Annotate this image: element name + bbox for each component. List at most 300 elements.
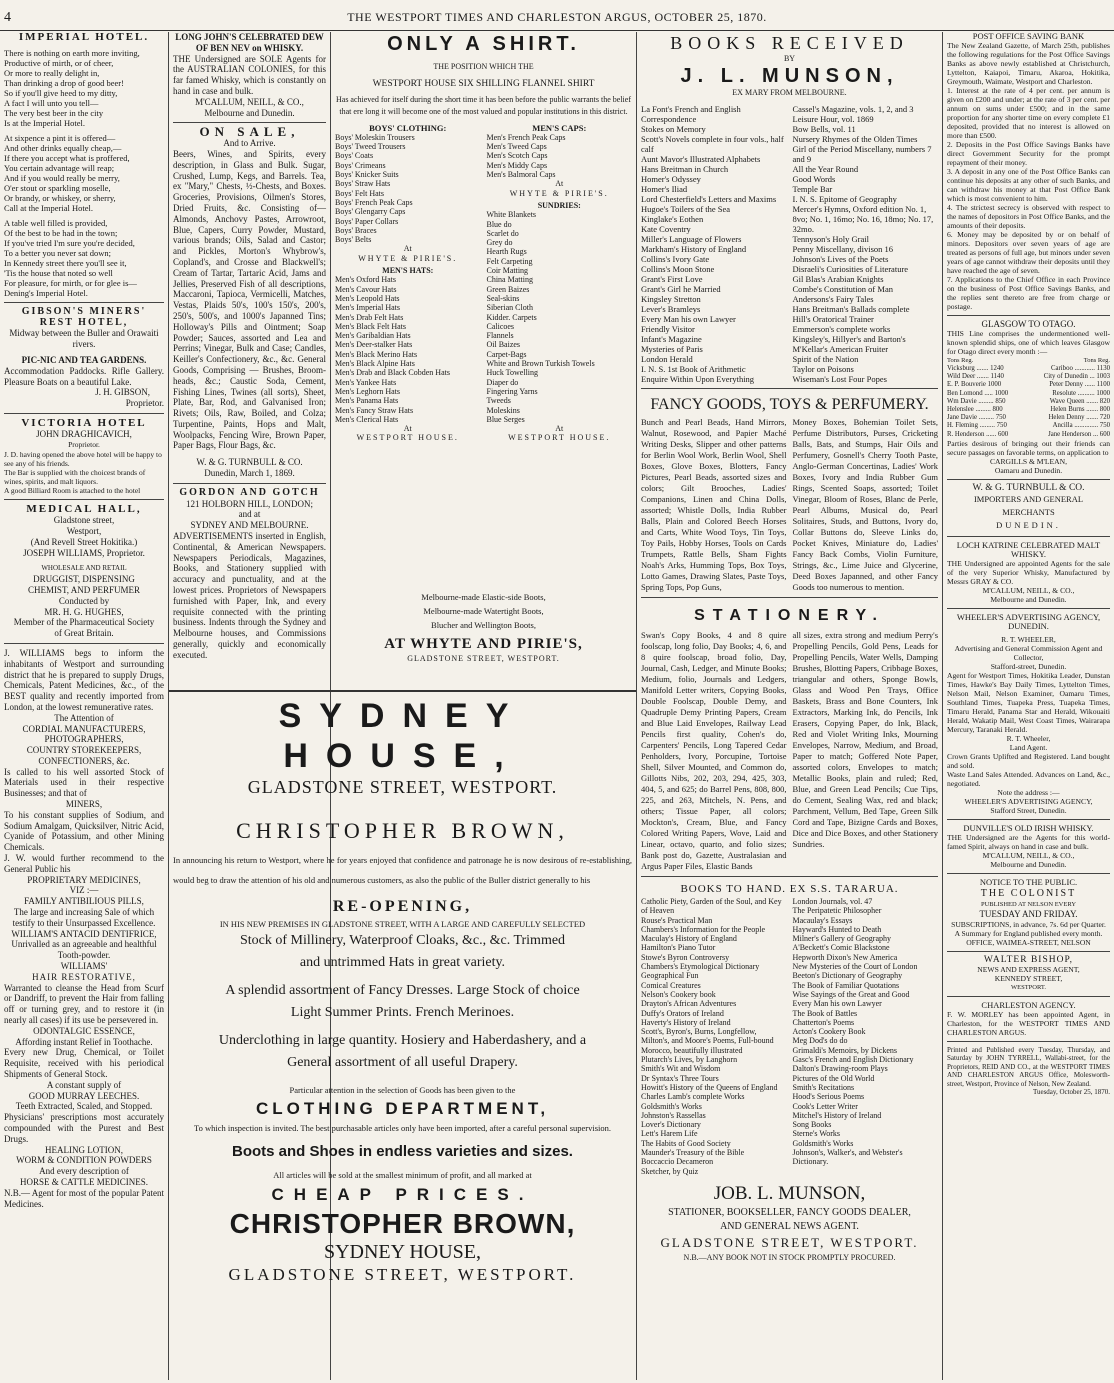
sundries-heading: SUNDRIES:	[537, 200, 581, 210]
sydney-under-line: Underclothing in large quantity. Hosiery and Haberdashery, and a	[218, 1033, 587, 1048]
list-item: China Matting	[486, 275, 533, 285]
list-item: Homer's Odyssey	[641, 174, 701, 184]
list-item: New Mysteries of the Court of London	[792, 962, 918, 972]
munson-column	[637, 32, 942, 1380]
dunville-ad	[947, 824, 1110, 869]
ben-nevis-title: LONG JOHN'S CELEBRATED DEW OF BEN NEV on WHISKY.	[175, 32, 324, 53]
on-sale-body: Beers, Wines, and Spirits, every description, in Glass and Bulk. Sugar, Crushed, Lump, Kegs, and Barrels. Tea, ex "Mary," Chests, ½-Chests, and Boxes. Groceries, Provisions, Oilmen's Stores, Dried Fruits, &c. Consisting of— Almonds, Anchovy Pastes, Arrowroot, Blue, Capers, Curry Powder, Mustard, various brands; Oils, Salad and Castor; and Pickles, Morton's Whybrow's, Copland's, and Crosse and Blackwell's; Cream of Tartar, Tartaric Acid, Jams and Jellies, Preserved Fish of all descriptions, Maccaroni, Tapioca, Vermicelli, Matches, Vestas, Plaids 50's, 100's 150's, 200's, 250's, 500's, and 1000's Japanned Tins; Holloway's Pills and Ointment; Soap Powder; Sauces, assorted and Lea and Perrins; Vinegar, Bulk and Case; Candles, Keiller's Confectionery, &c., &c. General Goods, Comprising — Brushes, Broom-heads, &c.; Caustic Soda, Cement, Fishing Lines, Twines (all sorts), Sheet, Plate, Bar, Rod, and Galvanised Iron; Rivets; Oils, Raw, Boiled, and Colza; Turpentine, Paints, Hops and Malt, Woolpacks, Fencing Wire, Brown Paper, Paper Bags, Flour Bags, &c.	[173, 148, 326, 451]
masthead	[0, 0, 1114, 31]
books-received-ad	[641, 32, 938, 384]
table-row: Ben Lomond ..... 1000 Resolute .......... 1000	[947, 389, 1110, 397]
post-office-savings-ad	[947, 32, 1110, 311]
wheeler-crown: Crown Grants Uplifted and Registered. Land bought and sold.	[947, 751, 1110, 770]
dunville-title: DUNVILLE'S OLD IRISH WHISKY.	[963, 822, 1094, 833]
list-item: Acton's Cookery Book	[792, 1027, 866, 1037]
wheeler-note: Note the address :—	[997, 787, 1060, 797]
mens-caps-heading: MEN'S CAPS:	[532, 122, 587, 133]
wheeler-agency: WHEELER'S ADVERTISING AGENCY,	[964, 796, 1093, 806]
sydney-premises: IN HIS NEW PREMISES IN GLADSTONE STREET, WITH A LARGE AND CAREFULLY SELECTED	[219, 919, 586, 929]
poem-line: Of the best to be had in the town;	[4, 227, 118, 238]
williams-text: A constant supply of	[46, 1079, 122, 1090]
wheeler-ad	[947, 613, 1110, 815]
list-item: Moleskins	[486, 405, 520, 415]
list-item: Blue do	[486, 219, 512, 229]
list-item: M'Kellar's American Fruiter	[792, 344, 889, 354]
books-by: BY	[783, 54, 796, 63]
sydney-under-line: General assortment of all useful Drapery.	[287, 1055, 518, 1070]
table-row: H. Fleming ......... 750 Ancilla .............. 750	[947, 422, 1110, 430]
bishop-line: KENNEDY STREET,	[994, 973, 1063, 983]
list-item: Plutarch's Lives, by Langhorn	[641, 1055, 738, 1065]
poem-line: If you've tried I'm sure you're decided,	[4, 237, 135, 248]
column-7	[943, 32, 1114, 1380]
poem-line: The very best beer in the city	[4, 107, 104, 118]
list-item: Milner's Gallery of Geography	[792, 934, 892, 944]
fancy-goods-title: FANCY GOODS, TOYS & PERFUMERY.	[650, 396, 929, 413]
list-item: Calicoes	[486, 321, 515, 331]
list-item: Chambers's Information for the People	[641, 924, 766, 934]
poem-line: At sixpence a pint it is offered—	[4, 132, 116, 143]
sydney-footer-street: GLADSTONE STREET, WESTPORT.	[228, 1265, 577, 1284]
list-item: Every Man his own Lawyer	[641, 314, 736, 324]
list-item: Combe's Constitution of Man	[792, 284, 893, 294]
medical-line: of Great Britain.	[54, 628, 114, 639]
list-item: Men's Middy Caps	[486, 160, 548, 170]
list-item: Coir Matting	[486, 266, 529, 276]
wheeler-line: Agent for Westport Times, Hokitika Leader, Dunstan Times, Hawke's Bay Daily Times, Lyttelton Times, Nelson Mail, Nelson Examiner, Oamaru Times, Southland Times, Tuapeka Press, Tuapeka Times, Timaru Herald, Panama Star and Herald, Wikouaiti Herald, Wakatip Mail, West Coast Times, Wairarapa Mercury, Taranaki Herald.	[947, 670, 1110, 734]
poem-line: Or brandy, or whiskey, or sherry,	[4, 192, 116, 203]
list-item: Men's Garibaldian Hats	[335, 331, 411, 341]
list-item: Leisure Hour, vol. 1869	[792, 114, 874, 124]
list-item: Men's Deer-stalker Hats	[335, 340, 413, 350]
list-item: Dalton's Drawing-room Plays	[792, 1064, 888, 1074]
williams-text: PROPRIETARY MEDICINES,	[27, 874, 141, 885]
gibson-hotel-ad	[4, 307, 164, 409]
reopening-title: RE-OPENING,	[332, 898, 473, 915]
colonist-summary: A Summary for England published every month.	[954, 928, 1103, 938]
williams-text: Physicians' prescriptions most accurately compounded with the Purest and Best Drugs.	[4, 1112, 164, 1144]
list-item: Catholic Piety, Garden of the Soul, and Key of Heaven	[641, 897, 782, 916]
munson-footer-street: GLADSTONE STREET, WESTPORT.	[660, 1234, 919, 1250]
list-item: Stowe's Byron Controversy	[641, 952, 730, 962]
list-item: Enquire Within Upon Everything	[641, 374, 755, 384]
poem-line: For pleasure, for mirth, or for glee is—	[4, 277, 137, 288]
williams-text: And every description of	[39, 1166, 129, 1177]
list-item: Charles Lamb's complete Works	[641, 1092, 745, 1102]
list-item: Nursery Rhymes of the Olden Times	[792, 134, 918, 144]
williams-text: The Attention of	[54, 712, 114, 723]
list-item: Taylor on Poisons	[792, 364, 854, 374]
boots-line: Melbourne-made Watertight Boots,	[423, 606, 544, 616]
psb-paragraph: 6. Money may be deposited by or on behalf of minors. Depositors over seven years of age are treated as persons of full age, but minors under seven years of age cannot withdraw their deposits until they have reached the age of seven.	[947, 230, 1110, 275]
list-item: Scarlet do	[486, 228, 519, 238]
list-item: Men's Panama Hats	[335, 396, 399, 406]
medical-line: WHOLESALE AND RETAIL	[41, 564, 127, 573]
turnbull-ad	[947, 484, 1110, 532]
list-item: Friendly Visitor	[641, 324, 695, 334]
poem-line: And other drinks equally cheap,—	[4, 142, 122, 153]
list-item: Sterne's Works	[792, 1129, 841, 1139]
bishop-line: NEWS AND EXPRESS AGENT,	[977, 964, 1080, 974]
table-row: R. Henderson ...... 600 Jane Henderson ... 600	[947, 430, 1110, 438]
books-from: EX MARY FROM MELBOURNE.	[732, 88, 847, 97]
list-item: Every Man his own Lawyer	[792, 999, 882, 1009]
gordon-body: ADVERTISEMENTS inserted in English, Continental, & American Newspapers. Newspapers Periodicals, Magazines, Books, and Stationery supplied with accuracy and punctuality, and at the lowest prices. Proprietors of Newspapers furnished with Paper, Ink, and every requisite connected with the printing business. Indents through the Sydney and Melbourne houses, and Commissions generally, quickly and economically executed.	[173, 531, 326, 660]
newspaper-title: THE WESTPORT TIMES AND CHARLESTON ARGUS, OCTOBER 25, 1870.	[347, 10, 767, 24]
williams-text: J. W. would further recommend to the General Public his	[4, 853, 164, 874]
list-item: Lett's Harem Life	[641, 1129, 698, 1139]
victoria-line: J. D. having opened the above hotel will be happy to see any of his friends.	[4, 450, 162, 469]
poem-line: Call at the Imperial Hotel.	[4, 202, 93, 213]
list-item: Boys' Paper Collars	[335, 216, 399, 226]
sydney-stock-line: Stock of Millinery, Waterproof Cloaks, &c., &c. Trimmed	[239, 933, 566, 948]
list-item: Johnson's Lives of the Poets	[792, 254, 889, 264]
list-item: The Book of Familiar Quotations	[792, 980, 900, 990]
list-item: Chatterton's Poems	[792, 1017, 855, 1027]
list-item: Men's Black Merino Hats	[335, 349, 418, 359]
list-item: Siberian Cloth	[486, 303, 533, 313]
list-item: Disraeli's Curiosities of Literature	[792, 264, 909, 274]
list-item: Miller's Language of Flowers	[641, 234, 742, 244]
turnbull-line: IMPORTERS AND GENERAL	[973, 493, 1084, 504]
williams-text: HAIR RESTORATIVE,	[32, 971, 136, 982]
tararua-ad	[641, 881, 938, 1264]
tararua-title: BOOKS TO HAND. EX S.S. TARARUA.	[680, 883, 899, 895]
psb-paragraph: 3. A deposit in any one of the Post Office Banks can continue his deposits at any other of such Banks, and can withdraw his money at that Post Office Bank which is most convenient to him.	[947, 167, 1110, 203]
colonist-office: OFFICE, WAIMEA-STREET, NELSON	[966, 937, 1091, 947]
list-item: Grimaldi's Memoirs, by Dickens	[792, 1045, 898, 1055]
sydney-name: CHRISTOPHER BROWN,	[236, 818, 569, 843]
list-item: Markham's History of England	[641, 244, 747, 254]
list-item: Howitt's History of the Queens of England	[641, 1082, 778, 1092]
list-item: Blue Serges	[486, 414, 525, 424]
psb-title: POST OFFICE SAVING BANK	[972, 31, 1085, 41]
column-1	[0, 32, 168, 1380]
list-item: Johnston's Rassellas	[641, 1110, 706, 1120]
list-item: I. N. S. 1st Book of Arithmetic	[641, 364, 746, 374]
shirt-westport: WESTPORT HOUSE SIX SHILLING FLANNEL SHIRT	[372, 78, 595, 89]
list-item: Andersons's Fairy Tales	[792, 294, 874, 304]
list-item: Mysteries of Paris	[641, 344, 703, 354]
list-item: Flannels	[486, 331, 514, 341]
list-item: Pictures of the Old World	[792, 1073, 875, 1083]
at-label: At	[555, 424, 564, 434]
poem-line: 'Tis the house that noted so well	[4, 267, 113, 278]
sydney-street: GLADSTONE STREET, WESTPORT.	[247, 777, 558, 797]
boys-heading: BOYS' CLOTHING:	[369, 122, 447, 133]
sydney-stock-line: and untrimmed Hats in great variety.	[299, 955, 506, 970]
list-item: Comical Creatures	[641, 980, 701, 990]
katrine-title: LOCH KATRINE CELEBRATED MALT WHISKY.	[956, 539, 1101, 559]
turnbull-line: DUNEDIN.	[996, 519, 1061, 530]
gibson-title: GIBSON'S MINERS' REST HOTEL,	[21, 305, 147, 328]
gibson-sign: J. H. GIBSON,	[95, 387, 150, 398]
gordon-gotch-ad	[173, 488, 326, 661]
glasgow-otago-ad	[947, 320, 1110, 475]
list-item: Hearth Rugs	[486, 247, 527, 257]
list-item: Men's Balmoral Caps	[486, 170, 556, 180]
sydney-sold: All articles will be sold at the smallest minimum of profit, and all marked at	[273, 1170, 532, 1180]
list-item: Spirit of the Nation	[792, 354, 859, 364]
poem-line: There is nothing on earth more inviting,	[4, 47, 140, 58]
list-item: Penny Miscellany, divison 16	[792, 244, 893, 254]
list-item: Grey do	[486, 238, 513, 248]
list-item: Men's Leghorn Hats	[335, 386, 400, 396]
sydney-title: SYDNEY HOUSE,	[278, 697, 527, 775]
list-item: Kidder. Carpets	[486, 312, 537, 322]
list-item: Temple Bar	[792, 184, 833, 194]
list-item: The Book of Battles	[792, 1008, 858, 1018]
wheeler-waste: Waste Land Sales Attended. Advances on Land, &c., negotiated.	[947, 769, 1110, 788]
list-item: Aunt Mavor's Illustrated Alphabets	[641, 154, 761, 164]
medical-line: JOSEPH WILLIAMS, Proprietor.	[23, 547, 145, 558]
on-sale-sub: And to Arrive.	[223, 138, 276, 149]
list-item: Geographical Fun	[641, 971, 699, 981]
list-item: Grant's Girl he Married	[641, 284, 721, 294]
list-item: All the Year Round	[792, 164, 859, 174]
imperial-title: IMPERIAL HOTEL.	[18, 31, 150, 43]
glasgow-sign: CARGILLS & M'LEAN,	[989, 456, 1068, 466]
cheap-prices: CHEAP PRICES.	[271, 1185, 534, 1204]
victoria-name: JOHN DRAGHICAVICH,	[36, 428, 132, 439]
list-item: Infant's Magazine	[641, 334, 702, 344]
williams-text: N.B.— Agent for most of the popular Patent Medicines.	[4, 1187, 164, 1209]
tararua-left-list	[641, 897, 787, 1176]
list-item: Collins's Ivory Gate	[641, 254, 710, 264]
dunville-place: Melbourne and Dunedin.	[990, 859, 1067, 869]
williams-text: GOOD MURRAY LEECHES.	[28, 1090, 140, 1101]
list-item: Goldsmith's Works	[792, 1138, 854, 1148]
munson-footer-agent: AND GENERAL NEWS AGENT.	[720, 1220, 859, 1232]
ben-nevis-sign: M'CALLUM, NEILL, & CO.,	[195, 96, 304, 107]
shirt-right-list	[487, 124, 633, 443]
colonist-subs: SUBSCRIPTIONS, in advance, 7s. 6d per Quarter.	[951, 919, 1106, 929]
medical-line: Conducted by	[58, 595, 110, 606]
list-item: Boys' Braces	[335, 225, 377, 235]
gibson-role: Proprietor.	[125, 398, 164, 409]
ben-nevis-place: Melbourne and Dunedin.	[204, 107, 295, 118]
table-row: Helenslee ......... 800 Helen Burns ....... 800	[947, 406, 1110, 414]
list-item: The Habits of Good Society	[641, 1138, 731, 1148]
list-item: Dr Syntax's Three Tours	[641, 1073, 719, 1083]
turnbull-line: MERCHANTS	[1002, 506, 1055, 517]
list-item: Smith's Recitations	[792, 1082, 855, 1092]
list-item: Scott's, Byron's, Burns, Longfellow, Milton's, and Moore's Poems, Full-bound Morocco, beautifully illustrated	[641, 1027, 774, 1055]
list-item: Homer's Iliad	[641, 184, 688, 194]
list-item: Huck Towelling	[486, 368, 539, 378]
list-item: Lever's Bramleys	[641, 304, 701, 314]
poem-line: Dening's Imperial Hotel.	[4, 287, 88, 298]
medical-title: MEDICAL HALL,	[26, 503, 142, 516]
fancy-goods-left: Bunch and Pearl Beads, Hand Mirrors, Walnut, Rosewood, and Papier Maché Writing Desks, Slipper and other patterns for Berlin Wool Work, Berlin Wool, Shell Boxes, Glove Boxes, Blotters, Fancy Pictures, Pearl Beads, assorted sizes and colors; Gilt Brooches, Ladies' Companions, Linen and China Dolls, assorted; Whistle Dolls, India Rubber Balls, Plain and Colored Beech Horses and Carts, White Wood Toys, Tin Toys, Toy Pails, Hobby Horses, Tools on Cards Trumpets, Rattle Bells, Sham Fights Noah's Arks, Humming Tops, Box Toys, Lotto Games, Drawing Slates, Paste Toys, Spring Tops, Pop Guns,	[641, 417, 787, 592]
list-item: Scott's Novels complete in four vols., half calf	[641, 134, 784, 154]
list-item: White Blankets	[486, 210, 537, 220]
list-item: Hood's Serious Poems	[792, 1092, 865, 1102]
list-item: Lord Chesterfield's Letters and Maxims	[641, 194, 777, 204]
gordon-cities: SYDNEY AND MELBOURNE.	[190, 520, 309, 531]
list-item: Wiseman's Lost Four Popes	[792, 374, 887, 384]
sydney-fancy-line: A splendid assortment of Fancy Dresses. Large Stock of choice	[225, 983, 580, 998]
books-received-title: BOOKS RECEIVED	[670, 33, 909, 53]
wheeler-name: R. T. WHEELER,	[1001, 634, 1056, 644]
williams-text: Unrivalled as an agreeable and healthful Tooth-powder.	[11, 939, 157, 961]
books-left-list	[641, 104, 787, 384]
on-sale-ad	[173, 124, 326, 479]
whyte-pirie-label: WHYTE & PIRIE'S.	[509, 188, 609, 198]
list-item: Men's French Peak Caps	[486, 132, 566, 142]
medical-hall-ad	[4, 504, 164, 639]
books-right-list	[793, 104, 939, 384]
list-item: London Herald	[641, 354, 693, 364]
notice-title: NOTICE TO THE PUBLIC.	[979, 876, 1078, 887]
list-item: Seal-skins	[486, 293, 520, 303]
medical-line: CHEMIST, AND PERFUMER	[27, 584, 141, 595]
list-item: Fingering Yarns	[486, 386, 538, 396]
table-row: Vicksburg ....... 1240 Cariboo ............ 1130	[947, 365, 1110, 372]
list-item: Boys' Felt Hats	[335, 188, 384, 198]
table-row: E. P. Bouverie 1000 Peter Denny ...... 1100	[947, 381, 1110, 389]
ben-nevis-ad	[173, 32, 326, 118]
on-sale-date: Dunedin, March 1, 1869.	[204, 468, 295, 479]
list-item: Gasc's French and English Dictionary	[792, 1055, 914, 1065]
list-item: Men's Black Felt Hats	[335, 321, 406, 331]
list-item: Diaper do	[486, 377, 519, 387]
list-item: Boys' Glengarry Caps	[335, 207, 406, 217]
williams-ad	[4, 648, 164, 1209]
westport-house-label: WESTPORT HOUSE.	[508, 433, 611, 443]
list-item: Bow Bells, vol. 11	[792, 124, 856, 134]
list-item: Men's Imperial Hats	[335, 303, 400, 313]
victoria-line: The Bar is supplied with the choicest brands of wines, spirits, and malt liquors.	[4, 468, 146, 487]
list-item: Tweeds	[486, 396, 511, 406]
list-item: Cook's Letter Writer	[792, 1101, 858, 1111]
list-item: Men's Yankee Hats	[335, 377, 397, 387]
poem-line: You certain advantage will reap;	[4, 162, 115, 173]
poem-line: To a better you never sat down;	[4, 247, 112, 258]
list-item: Boys' Moleskin Trousers	[335, 132, 415, 142]
ben-nevis-body: THE Undersigned are SOLE Agents for the AUSTRALIAN COLONIES, for this far famed Whisky, which is constantly on hand in case and bulk.	[173, 53, 326, 96]
poem-line: If there you accept what is proffered,	[4, 152, 130, 163]
williams-text: Affording instant Relief in Toothache.	[15, 1036, 153, 1047]
turnbull-title: W. & G. TURNBULL & CO.	[972, 482, 1085, 493]
psb-paragraph: 4. The strictest secrecy is observed with respect to the names of depositors in Post Office Banks, and the amounts of their deposits.	[947, 203, 1110, 230]
list-item: Lover's Dictionary	[641, 1120, 701, 1130]
list-item: Men's Leopold Hats	[335, 293, 400, 303]
imperial-poem	[4, 48, 164, 298]
list-item: Nelson's Cookery book	[641, 989, 716, 999]
westport-house-label: WESTPORT HOUSE.	[356, 433, 459, 443]
fancy-goods-right: Money Boxes, Bohemian Toilet Sets, Perfume Distributors, Purses, Cricketing Balls, Bats, and Stumps, Hair Oils and Perfumery, Gosnell's Cherry Tooth Paste, Anglo-German Concertinas, Ladies' Work Boxes, Ivory and India Rubber Gum Rings, Scented Soaps, assorted; Toilet Vinegar, Bloom of Roses, Blanc de Perle, Pearl Albums, Musical do, Pearl Solitaires, Studs, and Buttons, Ivory do, Collar Buttons do, Sleeve Links do, Pocket Knives, Miniature do, Ladies' Fancy Back Combs, Violin Furniture, Strings, &c., Lime Juice and Glycerine, Deed Boxes Japanned, and other Fancy Goods too numerous to mention.	[792, 417, 938, 592]
list-item: Wise Sayings of the Great and Good	[792, 989, 910, 999]
wheeler-line: Advertising and General Commission Agent and Collector,	[954, 643, 1103, 662]
list-item: Hill's Oratorical Trainer	[792, 314, 874, 324]
on-sale-sign: W. & G. TURNBULL & CO.	[196, 457, 303, 468]
bishop-title: WALTER BISHOP,	[983, 954, 1074, 965]
list-item: Hans Breitman in Church	[641, 164, 729, 174]
wheeler-sign: R. T. Wheeler,	[1006, 733, 1051, 743]
sydney-fancy-line: Light Summer Prints. French Merinoes.	[290, 1005, 515, 1020]
ship-col-head: Tons Reg.	[1083, 357, 1110, 364]
victoria-title: VICTORIA HOTEL	[21, 416, 147, 429]
dunville-sign: M'CALLUM, NEILL, & CO.,	[982, 850, 1075, 860]
poem-line: In Kennedy street there you'll see it,	[4, 257, 127, 268]
gordon-addr: 121 HOLBORN HILL, LONDON;	[186, 498, 313, 509]
williams-text: ODONTALGIC ESSENCE,	[33, 1025, 135, 1036]
charleston-body: F. W. MORLEY has been appointed Agent, in Charleston, for the WESTPORT TIMES AND CHARLESTON ARGUS.	[947, 1009, 1110, 1037]
medical-line: Gladstone street,	[53, 515, 115, 526]
list-item: Goldsmith's Works	[641, 1101, 702, 1111]
sydney-house-ad	[169, 690, 636, 1380]
list-item: Carpet-Bags	[486, 349, 527, 359]
williams-text: The large and increasing Sale of which testify to their Unsurpassed Excellence.	[12, 907, 156, 928]
list-item: White and Brown Turkish Towels	[486, 359, 595, 369]
list-item: Men's Clerical Hats	[335, 414, 399, 424]
glasgow-tail: Parties desirous of bringing out their friends can secure passages on favorable terms, on application to	[947, 438, 1110, 457]
list-item: Tennyson's Holy Grail	[792, 234, 869, 244]
list-item: Smith's Wit and Wisdom	[641, 1064, 721, 1074]
munson-footer-trade: STATIONER, BOOKSELLER, FANCY GOODS DEALER,	[668, 1206, 911, 1218]
poem-line: Or more to really delight in,	[4, 67, 100, 78]
medical-line: Westport,	[66, 525, 102, 536]
list-item: Haverty's History of Ireland	[641, 1017, 731, 1027]
poem-line: A fact I will unto you tell—	[4, 97, 99, 108]
list-item: Men's Oxford Hats	[335, 275, 396, 285]
stationery-title: STATIONERY.	[694, 607, 885, 624]
list-item: Boys' French Peak Caps	[335, 197, 413, 207]
williams-text: Every new Drug, Chemical, or Toilet Requisite, received with his periodical Shipments of General Stock.	[4, 1047, 164, 1079]
list-item: Men's Black Alpine Hats	[335, 359, 415, 369]
list-item: Kingsley Stretton	[641, 294, 701, 304]
williams-text: HEALING LOTION,	[45, 1144, 123, 1155]
victoria-role: Proprietor.	[68, 439, 100, 449]
boots-line: Blucher and Wellington Boots,	[431, 620, 536, 630]
list-item: Men's Cavour Hats	[335, 284, 397, 294]
shirt-title: ONLY A SHIRT.	[387, 33, 580, 55]
list-item: Men's Scotch Caps	[486, 151, 548, 161]
williams-text: WORM & CONDITION POWDERS	[16, 1155, 152, 1166]
list-item: Maculay's History of England	[641, 934, 737, 944]
list-item: Hans Breitman's Ballads complete	[792, 304, 910, 314]
list-item: Maunder's Treasury of the Bible	[641, 1148, 745, 1158]
at-whyte-pirie-title: AT WHYTE AND PIRIE'S,	[384, 636, 583, 652]
williams-text: COUNTRY STOREKEEPERS,	[26, 745, 142, 756]
medical-line: Member of the Pharmaceutical Society	[13, 617, 155, 628]
bishop-line: WESTPORT.	[1010, 983, 1047, 991]
williams-text: To his constant supplies of Sodium, and Sodium Amalgam, Quicksilver, Nitric Acid, Cyanide of Potassium, and other Mining Chemicals.	[4, 809, 164, 853]
williams-text: WILLIAMS'	[60, 961, 108, 972]
gordon-and: and at	[238, 509, 261, 520]
whyte-pirie-label: WHYTE & PIRIE'S.	[358, 253, 458, 263]
colonist-days: TUESDAY AND FRIDAY.	[979, 908, 1078, 919]
munson-footer-nb: N.B.—ANY BOOK NOT IN STOCK PROMPTLY PROCURED.	[683, 1252, 896, 1262]
clothing-department: CLOTHING DEPARTMENT,	[255, 1099, 550, 1118]
list-item: London Journals, vol. 47	[792, 897, 873, 906]
charleston-title: CHARLESTON AGENCY.	[981, 999, 1076, 1010]
munson-name: J. L. MUNSON,	[680, 65, 899, 87]
at-label: At	[403, 244, 412, 254]
williams-text: J. WILLIAMS begs to inform the inhabitants of Westport and surrounding district that he is prepared to supply Drugs, Chemicals, Patent Medicines, &c., of the BEST quality and recently imported from London, at the lowest remunerative rates.	[4, 647, 164, 712]
table-row: Wild Deer ....... 1140 City of Dunedin ... 1003	[947, 373, 1110, 381]
ship-col-head: Tons Reg.	[947, 357, 974, 364]
list-item: Grant's First Love	[641, 274, 703, 284]
katrine-sign: M'CALLUM, NEILL, & CO.,	[982, 585, 1075, 595]
list-item: Boys' Tweed Trousers	[335, 142, 406, 152]
bishop-ad	[947, 956, 1110, 992]
psb-paragraph: 2. Deposits in the Post Office Savings Banks have direct Government Security for the prompt repayment of their money.	[947, 140, 1110, 167]
katrine-body: THE Undersigned are appointed Agents for the sale of the very Superior Whisky, Manufactured by Messrs GRAY & CO.	[947, 558, 1110, 586]
list-item: Boys' Straw Hats	[335, 179, 391, 189]
williams-text: Warranted to cleanse the Head from Scurf or Dandriff, to prevent the Hair from falling off or turning grey, and to restore it (in nearly all cases) if its use be persevered in.	[4, 982, 164, 1026]
